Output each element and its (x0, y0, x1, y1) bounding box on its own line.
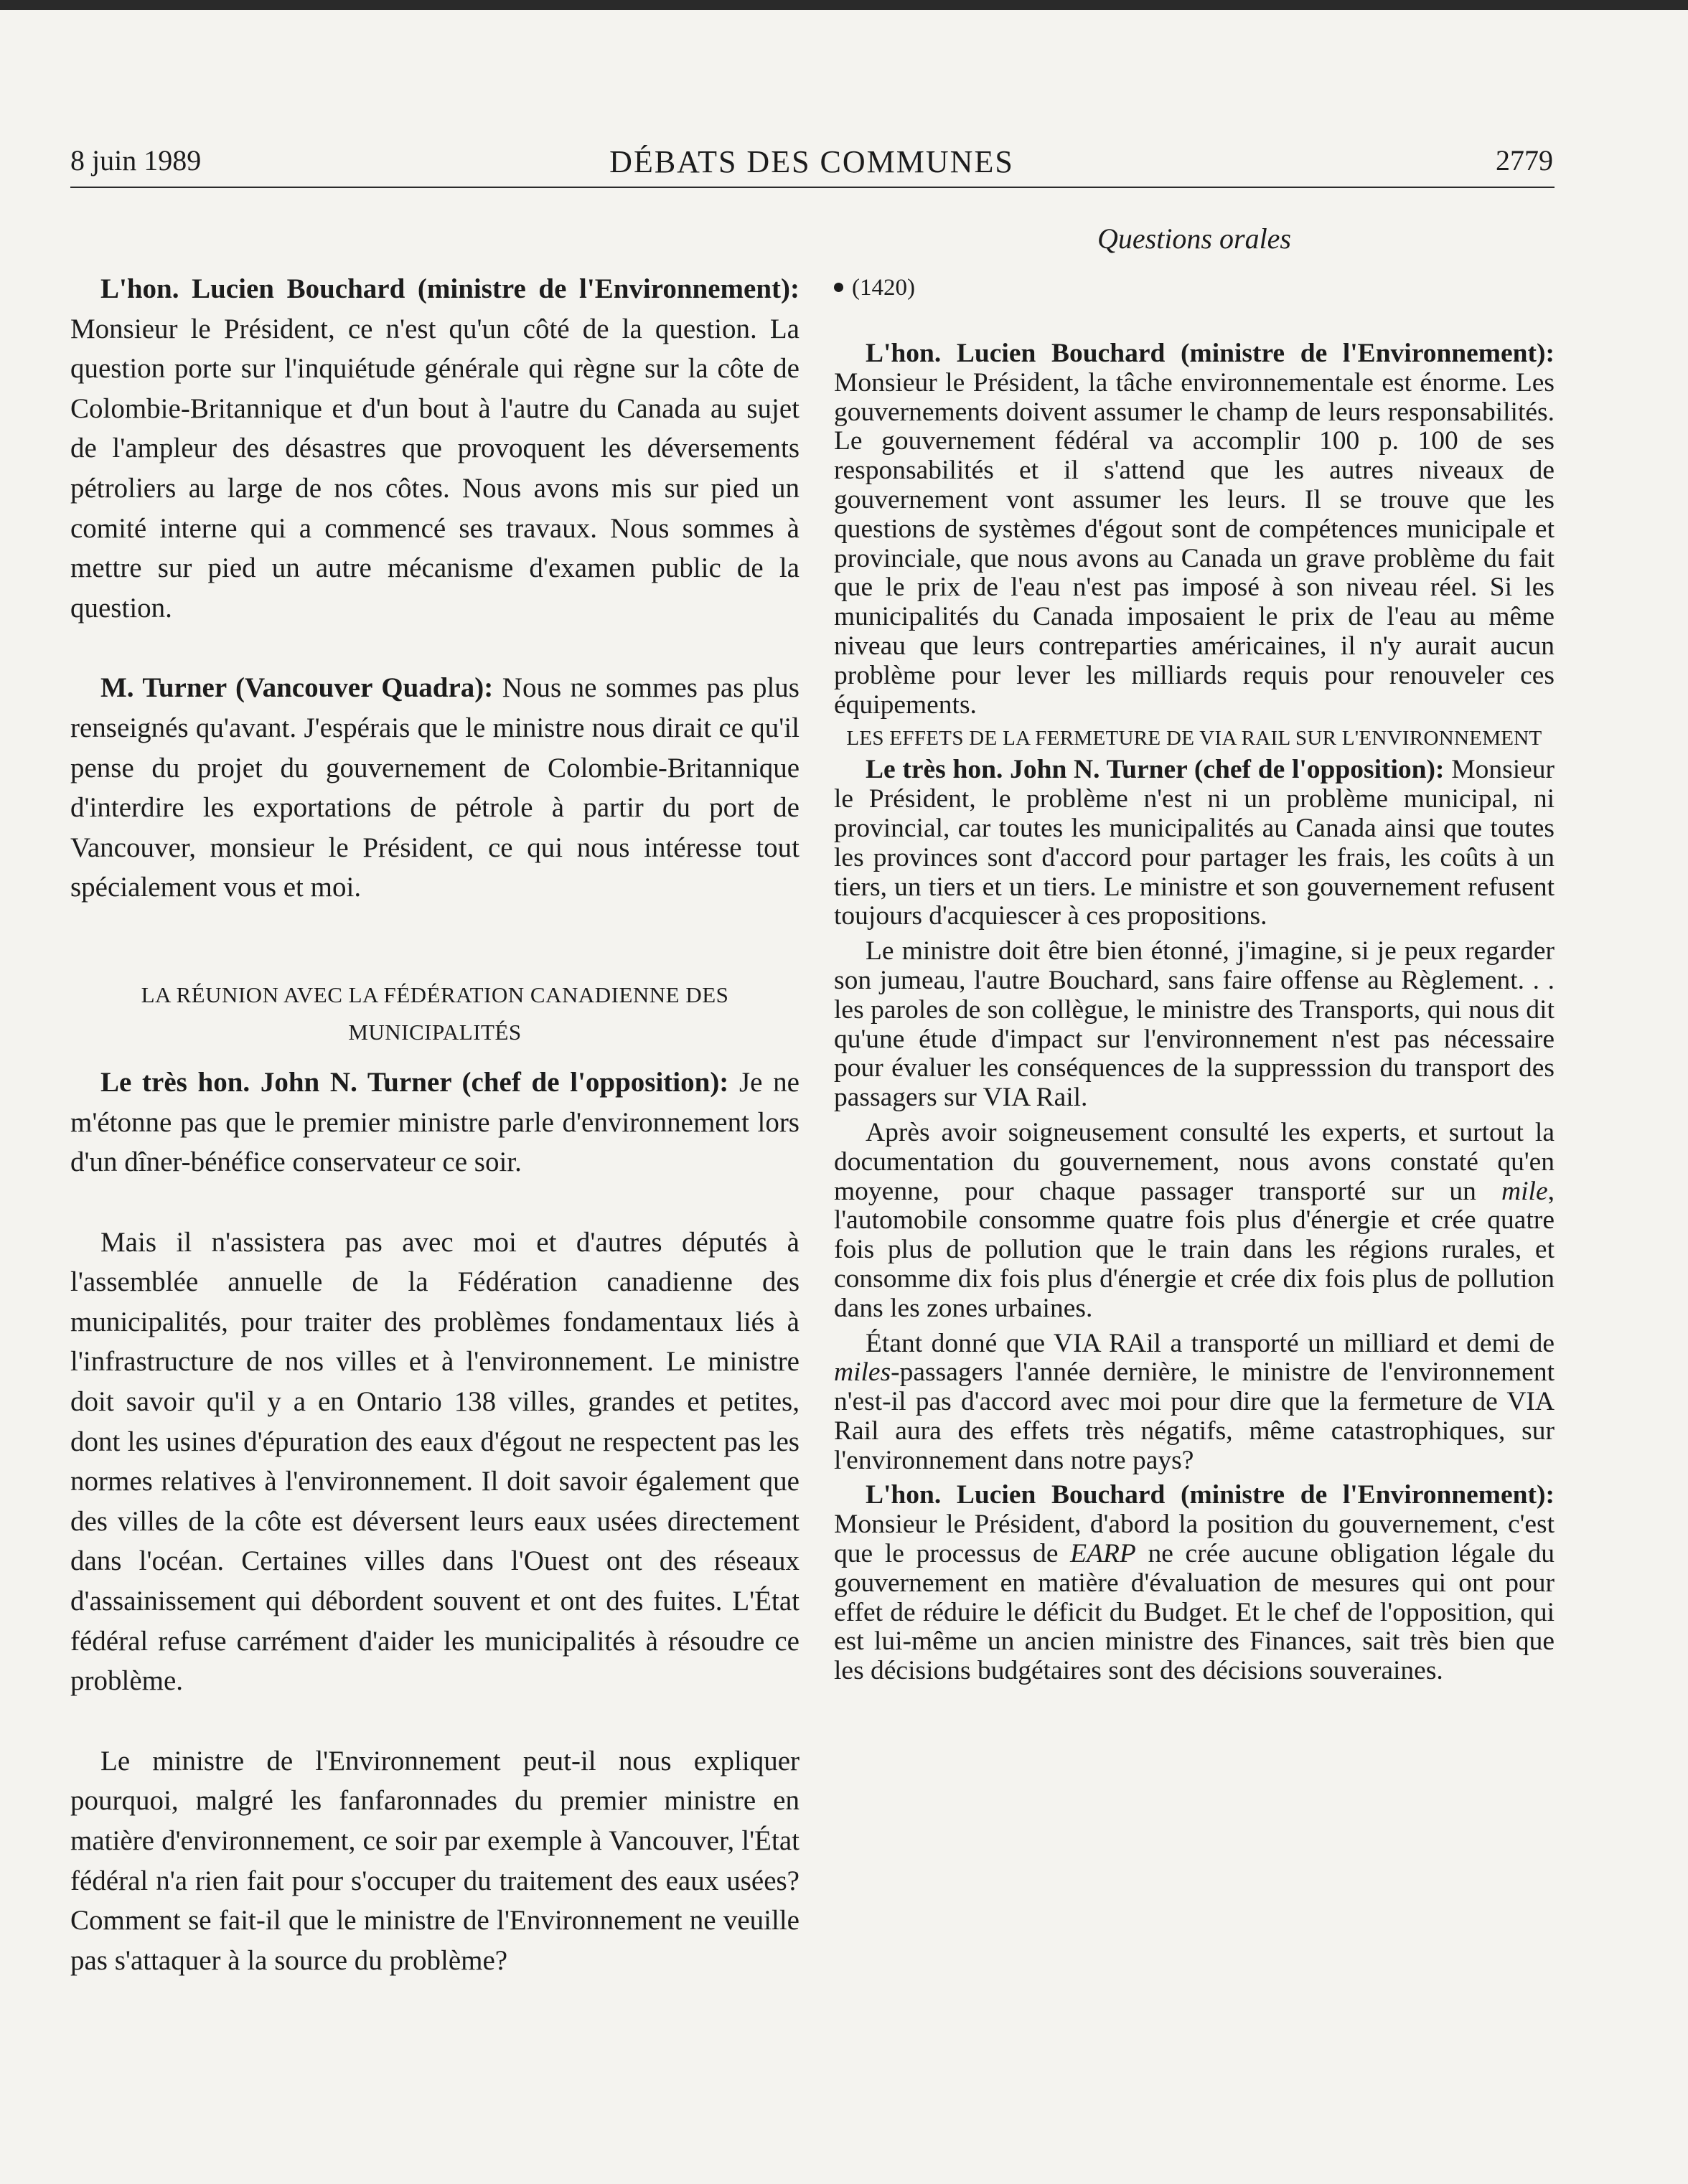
speech-paragraph: Mais il n'assistera pas avec moi et d'autres députés à l'assemblée annuelle de la Fédération canadienne des municipalités, pour traiter des problèmes fondamentaux liés à l'infrastructure de nos villes et à l'environnement. Le ministre doit savoir qu'il y a en Ontario 138 villes, grandes et petites, dont les usines d'épuration des eaux d'égout ne respectent pas les normes relatives à l'environnement. Il doit savoir également que des villes de la côte est déversent leurs eaux usées directement dans l'océan. Certaines villes dans l'Ouest ont des réseaux d'assainissement qui débordent souvent et ont des fuites. L'État fédéral refuse carrément d'aider les municipalités à résoudre ce problème. (70, 1226, 800, 1697)
speech-paragraph (834, 339, 1555, 720)
speech-paragraph: Le ministre de l'Environnement peut-il nous expliquer pourquoi, malgré les fanfaronnades du premier ministre en matière d'environnement, ce soir par exemple à Vancouver, l'État fédéral n'a rien fait pour s'occuper du traitement des eaux usées? Comment se fait-il que le ministre de l'Environnement ne veuille pas s'attaquer à la source du problème? (70, 1745, 800, 1976)
subject-heading: LES EFFETS DE LA FERMETURE DE VIA RAIL SUR L'ENVIRONNEMENT (846, 727, 1542, 750)
speech-paragraph (70, 1063, 800, 1182)
speaker-name: L'hon. Lucien Bouchard (ministre de l'Environnement): (866, 339, 1555, 368)
scan-top-edge (0, 0, 1688, 10)
speech-paragraph (834, 756, 1555, 931)
speaker-name: Le très hon. John N. Turner (chef de l'opposition): (866, 755, 1445, 785)
subject-heading: LA RÉUNION AVEC LA FÉDÉRATION CANADIENNE DES MUNICIPALITÉS (141, 982, 729, 1045)
header-rule (70, 187, 1555, 188)
emphasis: miles (834, 1357, 891, 1388)
page-header (70, 143, 1553, 187)
speech-paragraph (70, 269, 800, 628)
left-column (70, 269, 800, 1980)
time-marker: (1420) (834, 273, 1555, 302)
speaker-name: Le très hon. John N. Turner (chef de l'opposition): (100, 1066, 729, 1098)
speech-text: Monsieur le Président, ce n'est qu'un côté de la question. La question porte sur l'inquiétude générale qui règne sur la côte de Colombie-Britannique et d'un bout à l'autre du Canada au sujet de l'ampleur des désastres que provoquent les déversements pétroliers au large de nos côtes. Nous avons mis sur pied un comité interne qui a commencé ses travaux. Nous sommes à mettre sur pied un autre mécanisme d'examen public de la question. (70, 313, 800, 623)
speech-text: Monsieur le Président, le problème n'est ni un problème municipal, ni provincial, car toutes les municipalités au Canada ainsi que toutes les provinces sont d'accord pour partager les frais, les coûts à un tiers, un tiers et un tiers. Le ministre et son gouvernement refusent toujours d'acquiescer à ces propositions. (834, 755, 1555, 931)
speaker-name: M. Turner (Vancouver Quadra): (100, 672, 494, 704)
emphasis: EARP (1070, 1539, 1136, 1569)
speech-paragraph (70, 668, 800, 908)
speech-text: Nous ne sommes pas plus renseignés qu'avant. J'espérais que le ministre nous dirait ce qu'il pense du projet du gouvernement de Colombie-Britannique d'interdire les exportations de pétrole à partir du port de Vancouver, monsieur le Président, ce qui nous intéresse tout spécialement vous et moi. (70, 672, 800, 903)
speech-paragraph: L'hon. Lucien Bouchard (ministre de l'Environnement): Monsieur le Président, d'abord la position du gouvernement, c'est que le processus de EARP ne crée aucune obligation légale du gouvernement en matière d'évaluation de mesures qui ont pour effet de réduire le déficit du Budget. Et le chef de l'opposition, qui est lui-même un ancien ministre des Finances, sait très bien que les décisions budgétaires sont des décisions souveraines. (834, 1480, 1555, 1686)
header-date: 8 juin 1989 (70, 144, 202, 176)
speech-text: Je ne m'étonne pas que le premier ministre parle d'environnement lors d'un dîner-bénéfice conservateur ce soir. (70, 1066, 800, 1178)
section-title: Questions orales (1097, 222, 1291, 255)
speech-paragraph: Le ministre doit être bien étonné, j'imagine, si je peux regarder son jumeau, l'autre Bouchard, sans faire offense au Règlement. . . les paroles de son collègue, le ministre des Transports, qui nous dit qu'une étude d'impact sur l'environnement n'est pas nécessaire pour évaluer les conséquences de la suppresssion du transport des passagers sur VIA Rail. (834, 936, 1555, 1113)
speaker-name: L'hon. Lucien Bouchard (ministre de l'Environnement): (100, 273, 800, 304)
bullet-icon (834, 283, 843, 292)
header-page-number: 2779 (1496, 144, 1553, 176)
emphasis: mile (1501, 1176, 1548, 1206)
speech-text: Monsieur le Président, la tâche environnementale est énorme. Les gouvernements doivent assumer le champ de leurs responsabilités. Le gouvernement fédéral va accomplir 100 p. 100 de ses responsabilités et il s'attend que les autres niveaux de gouvernement vont assumer les leurs. Il se trouve que les questions de systèmes d'égout sont de compétences municipale et provinciale, que nous avons au Canada un grave problème du fait que le prix de l'eau n'est pas imposé à son niveau réel. Si les municipalités du Canada imposaient le prix de l'eau au même niveau que leurs contreparties américaines, il n'y aurait aucun problème pour lever les milliards requis pour renouveler ces équipements. (834, 367, 1555, 720)
speech-paragraph: Étant donné que VIA RAil a transporté un milliard et demi de miles-passagers l'année dernière, le ministre de l'environnement n'est-il pas d'accord avec moi pour dire que la fermeture de VIA Rail aura des effets très négatifs, même catastrophiques, sur l'environnement dans notre pays? (834, 1328, 1555, 1475)
right-column (834, 219, 1555, 1686)
header-title: DÉBATS DES COMMUNES (609, 144, 1014, 179)
speech-paragraph: Après avoir soigneusement consulté les experts, et surtout la documentation du gouvernement, nous avons constaté qu'en moyenne, pour chaque passager transporté sur un mile, l'automobile consomme quatre fois plus d'énergie et crée quatre fois plus de pollution que le train dans les régions rurales, et consomme dix fois plus d'énergie et crée dix fois plus de pollution dans les zones urbaines. (834, 1117, 1555, 1323)
speaker-name: L'hon. Lucien Bouchard (ministre de l'Environnement): (866, 1480, 1555, 1510)
